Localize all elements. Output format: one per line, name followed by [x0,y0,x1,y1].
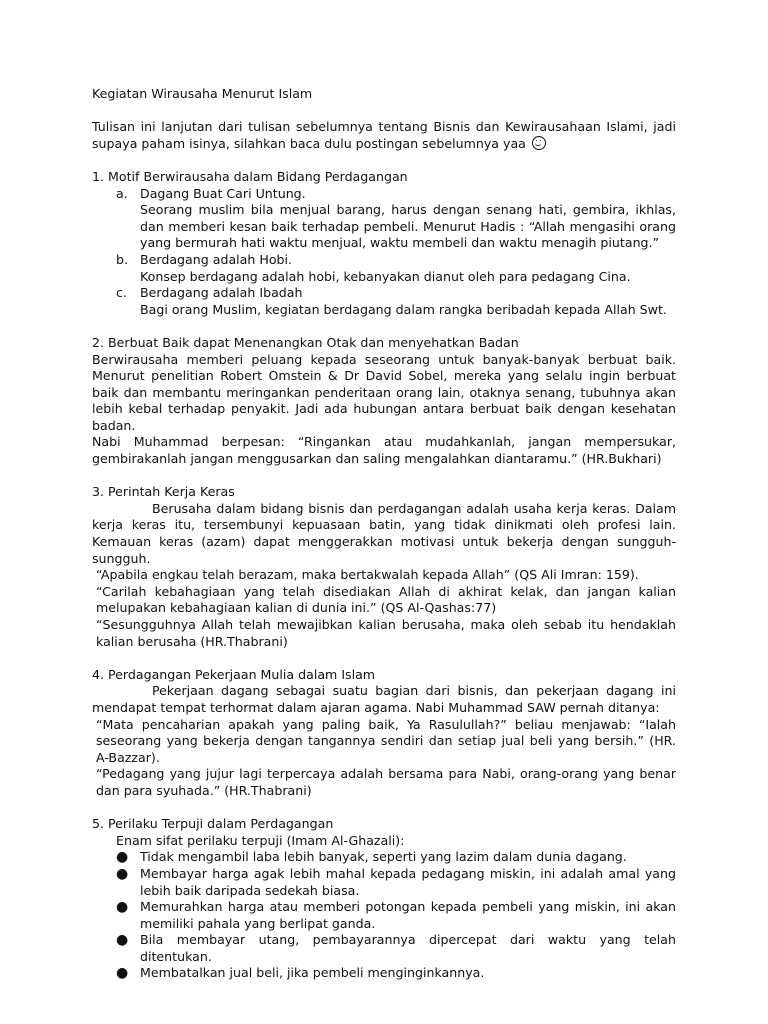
s1-item-body: Seorang muslim bila menjual barang, harus dengan senang hati, gembira, ikhlas, dan memberi kesan baik terhadap pembeli. Menurut Hadis : “Allah mengasihi orang yang bermurah hati waktu menjual, waktu membeli dan waktu menagih piutang.” [140,202,676,251]
s5-intro: Enam sifat perilaku terpuji (Imam Al-Ghazali): [116,832,405,848]
section-3-heading: 3. Perintah Kerja Keras [92,484,235,500]
s1-item-body: Bagi orang Muslim, kegiatan berdagang dalam rangka beribadah kepada Allah Swt. [140,301,667,317]
s4-quote-1: “Mata pencaharian apakah yang paling baik, Ya Rasulullah?” beliau menjawab: “Ialah seseorang yang bekerja dengan tangannya sendiri dan setiap jual beli yang bersih.” (HR. A-Bazzar). [96,716,676,765]
s1-item-label: b. [116,251,128,267]
section-4-heading: 4. Perdagangan Pekerjaan Mulia dalam Islam [92,666,376,682]
s2-paragraph-1: Berwirausaha memberi peluang kepada seseorang untuk banyak-banyak berbuat baik. Menurut penelitian Robert Omstein & Dr David Sobel, mereka yang selalu ingin berbuat baik dan membantu meringankan penderitaan orang lain, otaknya senang, tubuhnya akan lebih kebal terhadap penyakit. Jadi ada hubungan antara berbuat baik dengan kesehatan badan. [92,351,676,433]
s1-item-title: Berdagang adalah Hobi. [140,251,293,267]
smiley-icon [532,136,546,150]
section-1-heading: 1. Motif Berwirausaha dalam Bidang Perdagangan [92,168,408,184]
intro-text: Tulisan ini lanjutan dari tulisan sebelumnya tentang Bisnis dan Kewirausahaan Islami, jadi supaya paham isinya, silahkan baca dulu postingan sebelumnya yaa [92,119,676,151]
s4-paragraph-1: Pekerjaan dagang sebagai suatu bagian dari bisnis, dan pekerjaan dagang ini mendapat tempat terhormat dalam ajaran agama. Nabi Muhammad SAW pernah ditanya: [92,683,676,715]
document-title: Kegiatan Wirausaha Menurut Islam [92,86,313,101]
bullet-icon: ● [116,865,129,882]
list-item-text: Bila membayar utang, pembayarannya dipercepat dari waktu yang telah ditentukan. [140,932,676,964]
bullet-icon: ● [116,965,129,982]
bullet-icon: ● [116,849,129,866]
s1-item-title: Berdagang adalah Ibadah [140,285,303,301]
intro-paragraph [92,119,676,152]
list-item [92,899,676,932]
s3-paragraph-1: Berusaha dalam bidang bisnis dan perdagangan adalah usaha kerja keras. Dalam kerja keras itu, tersembunyi kepuasaan batin, yang tidak dinikmati oleh profesi lain. Kemauan keras (azam) dapat menggerakkan motivasi untuk bekerja dengan sungguh-sungguh. [92,500,676,566]
bullet-icon: ● [116,932,129,949]
s3-quote-2: “Carilah kebahagiaan yang telah disediakan Allah di akhirat kelak, dan jangan kalian melupakan kebahagiaan kalian di dunia ini.” (QS Al-Qashas:77) [96,583,676,616]
s1-item-body: Konsep berdagang adalah hobi, kebanyakan dianut oleh para pedagang Cina. [140,268,631,284]
section-5-heading: 5. Perilaku Terpuji dalam Perdagangan [92,816,334,832]
list-item [92,849,676,866]
list-item-text: Memurahkan harga atau memberi potongan kepada pembeli yang miskin, ini akan memiliki pahala yang berlipat ganda. [140,899,676,931]
section-2-heading: 2. Berbuat Baik dapat Menenangkan Otak dan menyehatkan Badan [92,334,519,350]
s3-quote-1: “Apabila engkau telah berazam, maka bertakwalah kepada Allah” (QS Ali Imran: 159). [96,567,639,583]
bullet-icon: ● [116,899,129,916]
s1-item-label: c. [116,285,127,301]
s1-item-title: Dagang Buat Cari Untung. [140,185,306,201]
s1-item-b [92,252,676,269]
s1-item-c [92,285,676,302]
s2-paragraph-2: Nabi Muhammad berpesan: “Ringankan atau mudahkanlah, jangan mempersukar, gembirakanlah jangan menggusarkan dan saling mengalahkan diantaramu.” (HR.Bukhari) [92,434,676,467]
list-item-text: Membatalkan jual beli, jika pembeli menginginkannya. [140,965,485,981]
s4-quote-2: “Pedagang yang jujur lagi terpercaya adalah bersama para Nabi, orang-orang yang benar dan para syuhada.” (HR.Thabrani) [96,766,676,798]
list-item-text: Tidak mengambil laba lebih banyak, seperti yang lazim dalam dunia dagang. [140,849,627,865]
s3-quote-3: “Sesungguhnya Allah telah mewajibkan kalian berusaha, maka oleh sebab itu hendaklah kalian berusaha (HR.Thabrani) [96,617,676,649]
list-item-text: Membayar harga agak lebih mahal kepada pedagang miskin, ini adalah amal yang lebih baik daripada sedekah biasa. [140,865,676,898]
list-item [92,932,676,965]
list-item [92,866,676,899]
s1-item-a [92,186,676,203]
list-item [92,965,676,982]
s1-item-label: a. [116,185,128,201]
